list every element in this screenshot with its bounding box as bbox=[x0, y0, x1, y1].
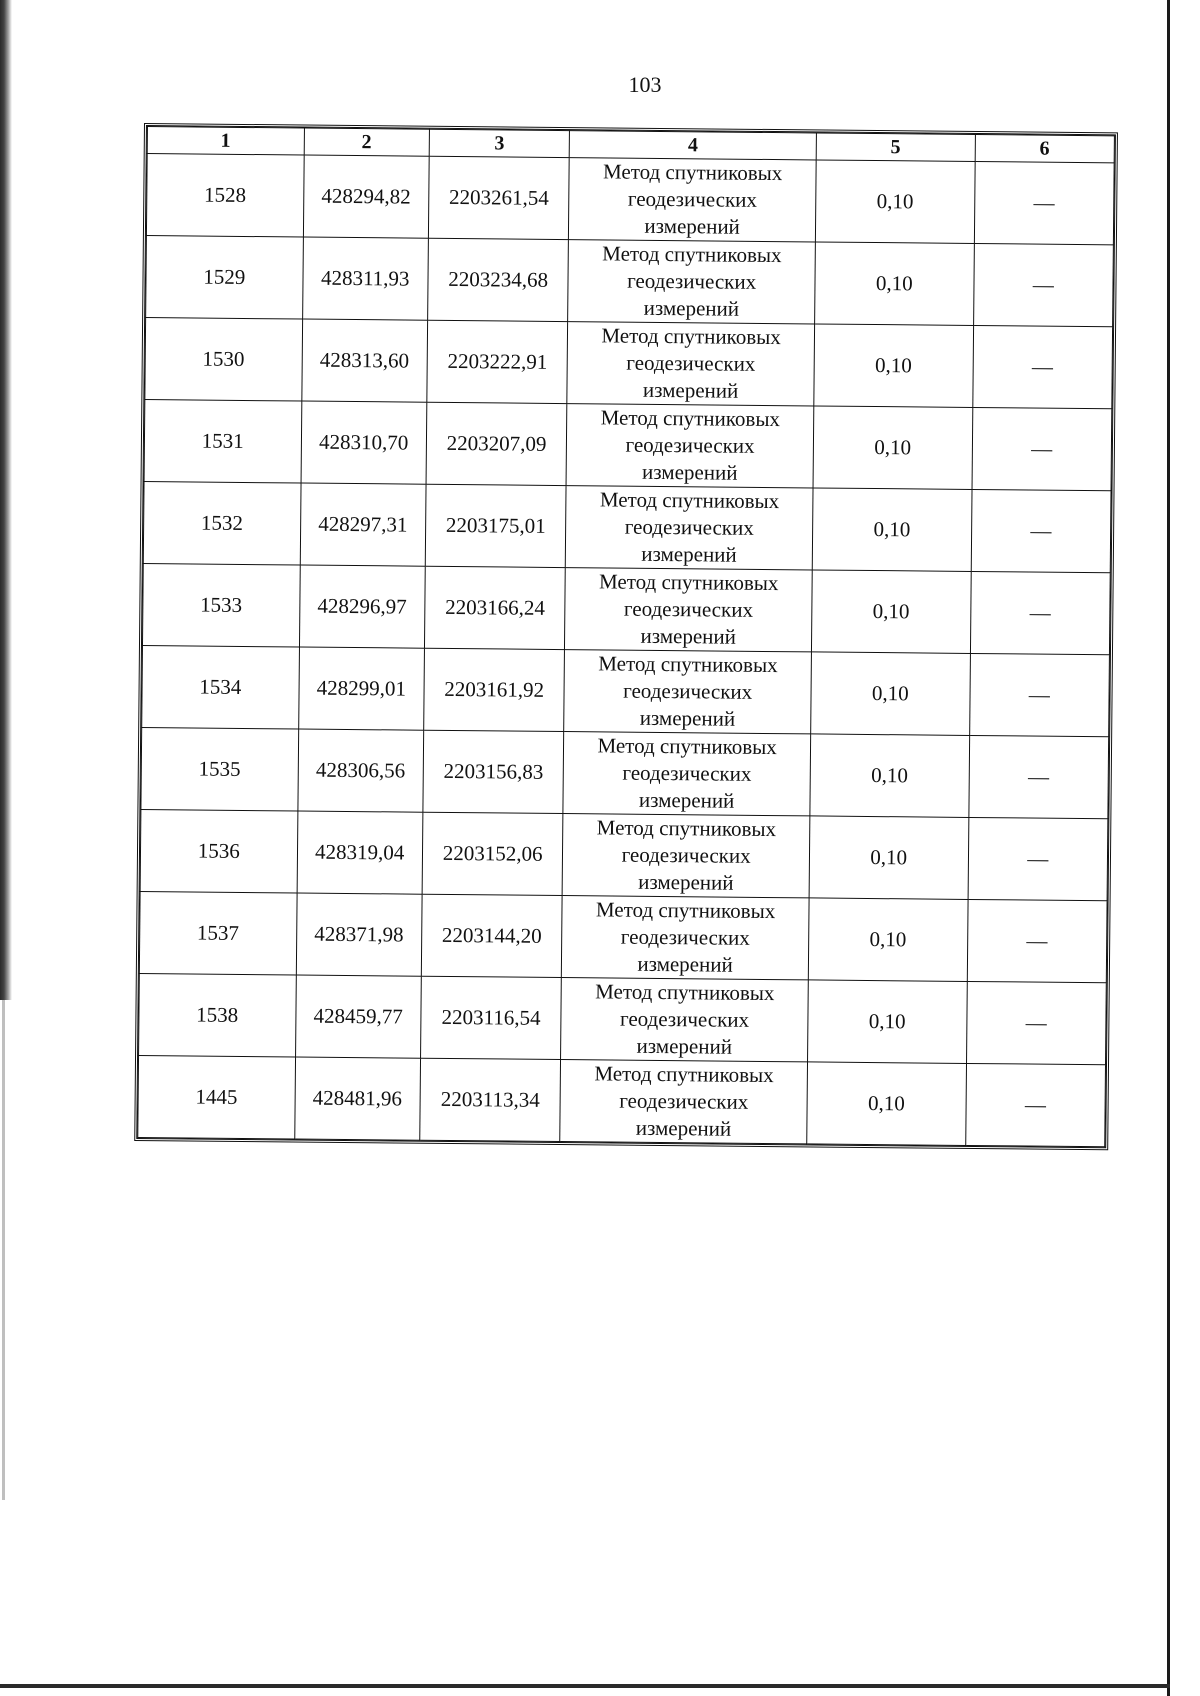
method-line: измерений bbox=[638, 869, 734, 895]
cell-accuracy: 0,10 bbox=[812, 488, 971, 572]
method-line: измерений bbox=[642, 377, 739, 403]
method-line: измерений bbox=[638, 787, 735, 813]
method-line: Метод спутниковых bbox=[595, 979, 775, 1006]
cell-accuracy: 0,10 bbox=[815, 160, 974, 244]
method-line: измерений bbox=[644, 213, 740, 239]
scan-edge-left bbox=[0, 0, 12, 1000]
method-line: геодезических bbox=[620, 924, 750, 950]
scan-edge-right bbox=[1167, 0, 1170, 1696]
method-line: геодезических bbox=[621, 842, 751, 868]
method-line: измерений bbox=[635, 1115, 732, 1141]
cell-coordinate-x: 428299,01 bbox=[298, 647, 424, 730]
table-body bbox=[138, 154, 1114, 1147]
cell-point-number: 1445 bbox=[138, 1055, 295, 1138]
cell-note: — bbox=[968, 817, 1108, 900]
cell-point-number: 1537 bbox=[139, 891, 296, 974]
method-line: геодезических bbox=[619, 1088, 749, 1114]
cell-note: — bbox=[968, 735, 1108, 818]
table-row bbox=[142, 564, 1110, 655]
method-line: измерений bbox=[643, 295, 740, 321]
cell-coordinate-y: 2203222,91 bbox=[427, 320, 568, 403]
cell-point-number: 1528 bbox=[146, 154, 303, 237]
cell-accuracy: 0,10 bbox=[808, 898, 967, 982]
cell-coordinate-y: 2203156,83 bbox=[423, 730, 564, 813]
scan-edge-left-lower bbox=[2, 1000, 5, 1500]
method-line: геодезических bbox=[625, 432, 755, 458]
method-line: геодезических bbox=[626, 350, 756, 376]
cell-note: — bbox=[972, 325, 1112, 408]
coordinates-table bbox=[137, 126, 1115, 1147]
cell-coordinate-y: 2203175,01 bbox=[425, 484, 566, 567]
method-line: Метод спутниковых bbox=[594, 1061, 774, 1088]
cell-note: — bbox=[966, 981, 1106, 1064]
cell-coordinate-x: 428481,96 bbox=[294, 1057, 420, 1140]
method-line: измерений bbox=[642, 459, 738, 485]
header-col-1: 1 bbox=[147, 127, 304, 156]
method-line: Метод спутниковых bbox=[600, 405, 781, 432]
method-line: геодезических bbox=[627, 186, 758, 212]
cell-coordinate-x: 428311,93 bbox=[302, 237, 428, 320]
cell-method bbox=[567, 322, 814, 406]
cell-point-number: 1533 bbox=[142, 564, 299, 647]
cell-method bbox=[564, 650, 811, 734]
method-line: геодезических bbox=[627, 268, 757, 294]
cell-accuracy: 0,10 bbox=[814, 324, 973, 408]
cell-method bbox=[566, 486, 813, 570]
header-col-6: 6 bbox=[975, 134, 1115, 162]
method-line: Метод спутниковых bbox=[597, 733, 777, 760]
cell-coordinate-x: 428294,82 bbox=[303, 155, 429, 238]
header-col-2: 2 bbox=[304, 128, 430, 156]
table-row bbox=[146, 236, 1114, 327]
method-line: геодезических bbox=[624, 514, 754, 540]
cell-coordinate-x: 428296,97 bbox=[299, 565, 425, 648]
table-row bbox=[146, 154, 1114, 245]
cell-coordinate-y: 2203144,20 bbox=[421, 894, 562, 977]
cell-note: — bbox=[971, 489, 1111, 572]
header-col-5: 5 bbox=[816, 133, 975, 162]
method-line: Метод спутниковых bbox=[601, 323, 781, 350]
cell-coordinate-x: 428310,70 bbox=[301, 401, 427, 484]
table-row bbox=[140, 810, 1108, 901]
cell-note: — bbox=[965, 1063, 1105, 1146]
cell-accuracy: 0,10 bbox=[815, 242, 974, 326]
cell-accuracy: 0,10 bbox=[810, 734, 969, 818]
cell-accuracy: 0,10 bbox=[813, 406, 972, 490]
cell-point-number: 1531 bbox=[144, 400, 301, 483]
cell-method bbox=[568, 240, 815, 324]
cell-accuracy: 0,10 bbox=[807, 980, 966, 1064]
cell-coordinate-y: 2203207,09 bbox=[426, 402, 567, 485]
cell-method bbox=[563, 732, 810, 816]
cell-note: — bbox=[970, 571, 1110, 654]
table-row bbox=[141, 728, 1109, 819]
page-number: 103 bbox=[628, 72, 662, 97]
cell-coordinate-y: 2203116,54 bbox=[420, 976, 561, 1059]
cell-point-number: 1532 bbox=[143, 482, 300, 565]
cell-note: — bbox=[969, 653, 1109, 736]
cell-coordinate-y: 2203152,06 bbox=[422, 812, 563, 895]
cell-method bbox=[566, 404, 813, 488]
cell-method bbox=[560, 1060, 807, 1144]
method-line: Метод спутниковых bbox=[599, 487, 780, 514]
method-line: геодезических bbox=[623, 596, 754, 622]
cell-coordinate-y: 2203113,34 bbox=[420, 1058, 561, 1141]
cell-method bbox=[565, 568, 812, 652]
method-line: Метод спутниковых bbox=[595, 897, 776, 924]
cell-accuracy: 0,10 bbox=[807, 1062, 966, 1146]
table-row bbox=[143, 482, 1111, 573]
cell-coordinate-y: 2203166,24 bbox=[424, 566, 565, 649]
cell-coordinate-y: 2203261,54 bbox=[428, 156, 569, 239]
cell-method bbox=[562, 896, 809, 980]
cell-coordinate-x: 428306,56 bbox=[297, 729, 423, 812]
method-line: измерений bbox=[639, 705, 736, 731]
cell-point-number: 1536 bbox=[140, 810, 297, 893]
table-row bbox=[144, 400, 1112, 491]
table-row bbox=[142, 646, 1110, 737]
method-line: Метод спутниковых bbox=[602, 159, 783, 186]
header-col-4: 4 bbox=[570, 131, 817, 160]
cell-note: — bbox=[967, 899, 1107, 982]
method-line: Метод спутниковых bbox=[602, 241, 782, 268]
header-col-3: 3 bbox=[429, 129, 570, 157]
method-line: геодезических bbox=[622, 760, 752, 786]
table-row bbox=[138, 1055, 1106, 1146]
cell-coordinate-y: 2203161,92 bbox=[424, 648, 565, 731]
cell-method bbox=[561, 978, 808, 1062]
method-line: Метод спутниковых bbox=[598, 569, 779, 596]
cell-note: — bbox=[974, 161, 1114, 244]
cell-coordinate-y: 2203234,68 bbox=[428, 238, 569, 321]
coordinates-table-frame bbox=[134, 123, 1118, 1150]
cell-accuracy: 0,10 bbox=[809, 816, 968, 900]
method-line: Метод спутниковых bbox=[596, 815, 777, 842]
table-row bbox=[139, 973, 1107, 1064]
cell-accuracy: 0,10 bbox=[811, 652, 970, 736]
method-line: Метод спутниковых bbox=[598, 651, 778, 678]
cell-note: — bbox=[972, 407, 1112, 490]
cell-point-number: 1534 bbox=[142, 646, 299, 729]
cell-coordinate-x: 428313,60 bbox=[301, 319, 427, 402]
cell-coordinate-x: 428319,04 bbox=[297, 811, 423, 894]
cell-point-number: 1529 bbox=[146, 236, 303, 319]
cell-coordinate-x: 428297,31 bbox=[300, 483, 426, 566]
method-line: измерений bbox=[637, 951, 733, 977]
cell-method bbox=[569, 158, 816, 242]
method-line: измерений bbox=[640, 623, 737, 649]
method-line: измерений bbox=[636, 1033, 733, 1059]
cell-note: — bbox=[973, 243, 1113, 326]
scan-edge-bottom bbox=[0, 1684, 1170, 1688]
cell-method bbox=[562, 814, 809, 898]
cell-accuracy: 0,10 bbox=[811, 570, 970, 654]
cell-point-number: 1530 bbox=[145, 318, 302, 401]
cell-coordinate-x: 428371,98 bbox=[296, 893, 422, 976]
method-line: геодезических bbox=[623, 678, 753, 704]
table-row bbox=[139, 891, 1107, 982]
cell-coordinate-x: 428459,77 bbox=[295, 975, 421, 1058]
method-line: измерений bbox=[641, 541, 737, 567]
table-row bbox=[145, 318, 1113, 409]
method-line: геодезических bbox=[619, 1006, 750, 1032]
cell-point-number: 1535 bbox=[141, 728, 298, 811]
cell-point-number: 1538 bbox=[139, 973, 296, 1056]
